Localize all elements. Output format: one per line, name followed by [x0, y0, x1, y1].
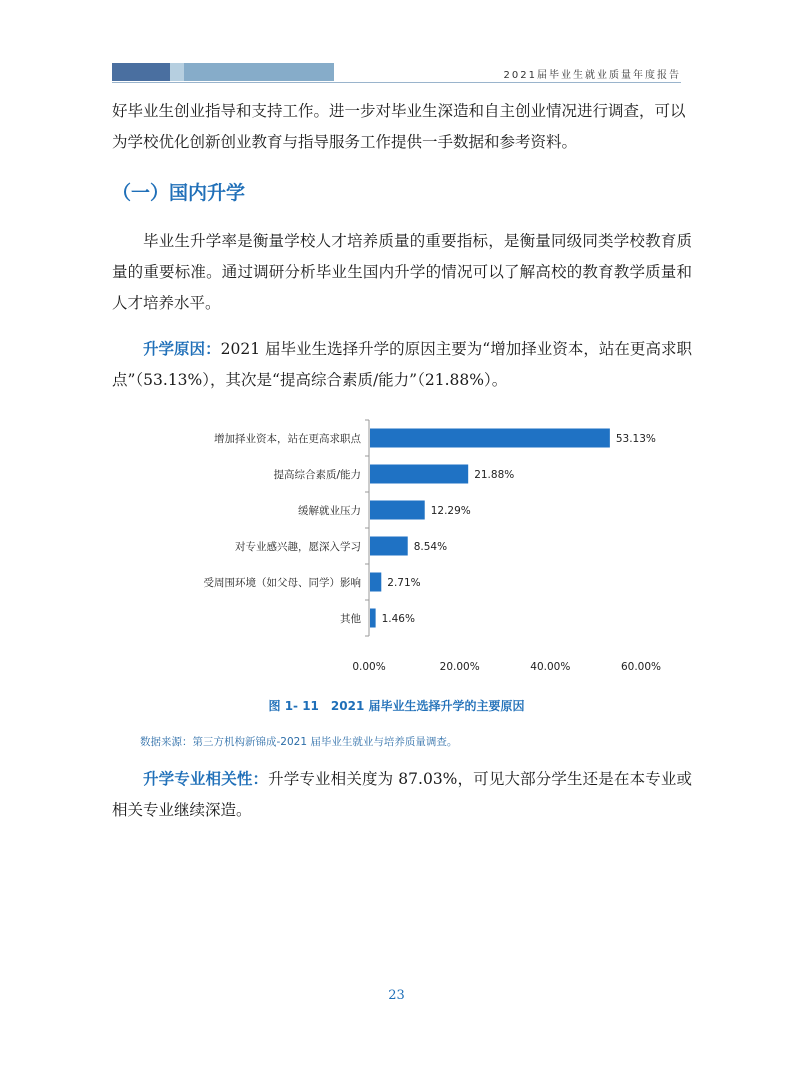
category-label: 缓解就业压力 — [298, 505, 361, 517]
category-label: 增加择业资本，站在更高求职点 — [214, 433, 361, 445]
intro-line-2: 为学校优化创新创业教育与指导服务工作提供一手数据和参考资料。 — [112, 133, 578, 151]
header-decoration — [112, 63, 334, 81]
keyword-label: 升学专业相关性： — [143, 770, 269, 788]
paragraph-enrollment-reasons — [112, 334, 692, 396]
data-label: 1.46% — [381, 613, 415, 625]
page-number: 23 — [388, 988, 405, 1003]
paragraph-text: 升学专业相关度为 87.03%，可见大部分学生还是在本专业或相关专业继续深造。 — [112, 770, 692, 819]
bar — [370, 465, 468, 484]
bar — [370, 429, 610, 448]
data-source-note: 数据来源：第三方机构新锦成-2021 届毕业生就业与培养质量调查。 — [140, 736, 458, 748]
x-tick-label: 40.00% — [530, 661, 571, 673]
category-label: 提高综合素质/能力 — [273, 469, 361, 481]
data-label: 2.71% — [387, 577, 421, 589]
data-label: 8.54% — [413, 541, 448, 553]
paragraph-major-relevance — [112, 764, 692, 826]
bar — [370, 609, 376, 628]
intro-line-1: 好毕业生创业指导和支持工作。进一步对毕业生深造和自主创业情况进行调查，可以 — [112, 102, 686, 120]
paragraph-text: 2021 届毕业生选择升学的原因主要为“增加择业资本，站在更高求职点”（53.13%），其次是“提高综合素质/能力”（21.88%）。 — [112, 340, 692, 389]
header-title: 2021届毕业生就业质量年度报告 — [503, 70, 681, 81]
x-tick-label: 60.00% — [620, 661, 662, 673]
header-rule — [112, 82, 681, 83]
category-label: 对专业感兴趣，愿深入学习 — [235, 541, 361, 553]
paragraph-enrollment-importance: 毕业生升学率是衡量学校人才培养质量的重要指标，是衡量同级同类学校教育质量的重要标准。通过调研分析毕业生国内升学的情况可以了解高校的教育教学质量和人才培养水平。 — [112, 232, 692, 312]
bar — [370, 501, 425, 520]
keyword-label: 升学原因： — [143, 340, 221, 358]
bar-chart — [112, 410, 692, 690]
intro-paragraph — [112, 96, 692, 158]
x-tick-label: 0.00% — [352, 661, 386, 673]
category-label: 受周围环境（如父母、同学）影响 — [203, 577, 361, 589]
figure-caption: 图 1- 11 2021 届毕业生选择升学的主要原因 — [268, 699, 525, 713]
bar — [370, 537, 408, 556]
category-label: 其他 — [340, 613, 361, 625]
data-label: 21.88% — [474, 469, 515, 481]
x-tick-label: 20.00% — [439, 661, 480, 673]
bar — [370, 573, 381, 592]
data-label: 53.13% — [615, 433, 656, 445]
data-label: 12.29% — [430, 505, 471, 517]
section-heading: （一）国内升学 — [112, 182, 246, 204]
